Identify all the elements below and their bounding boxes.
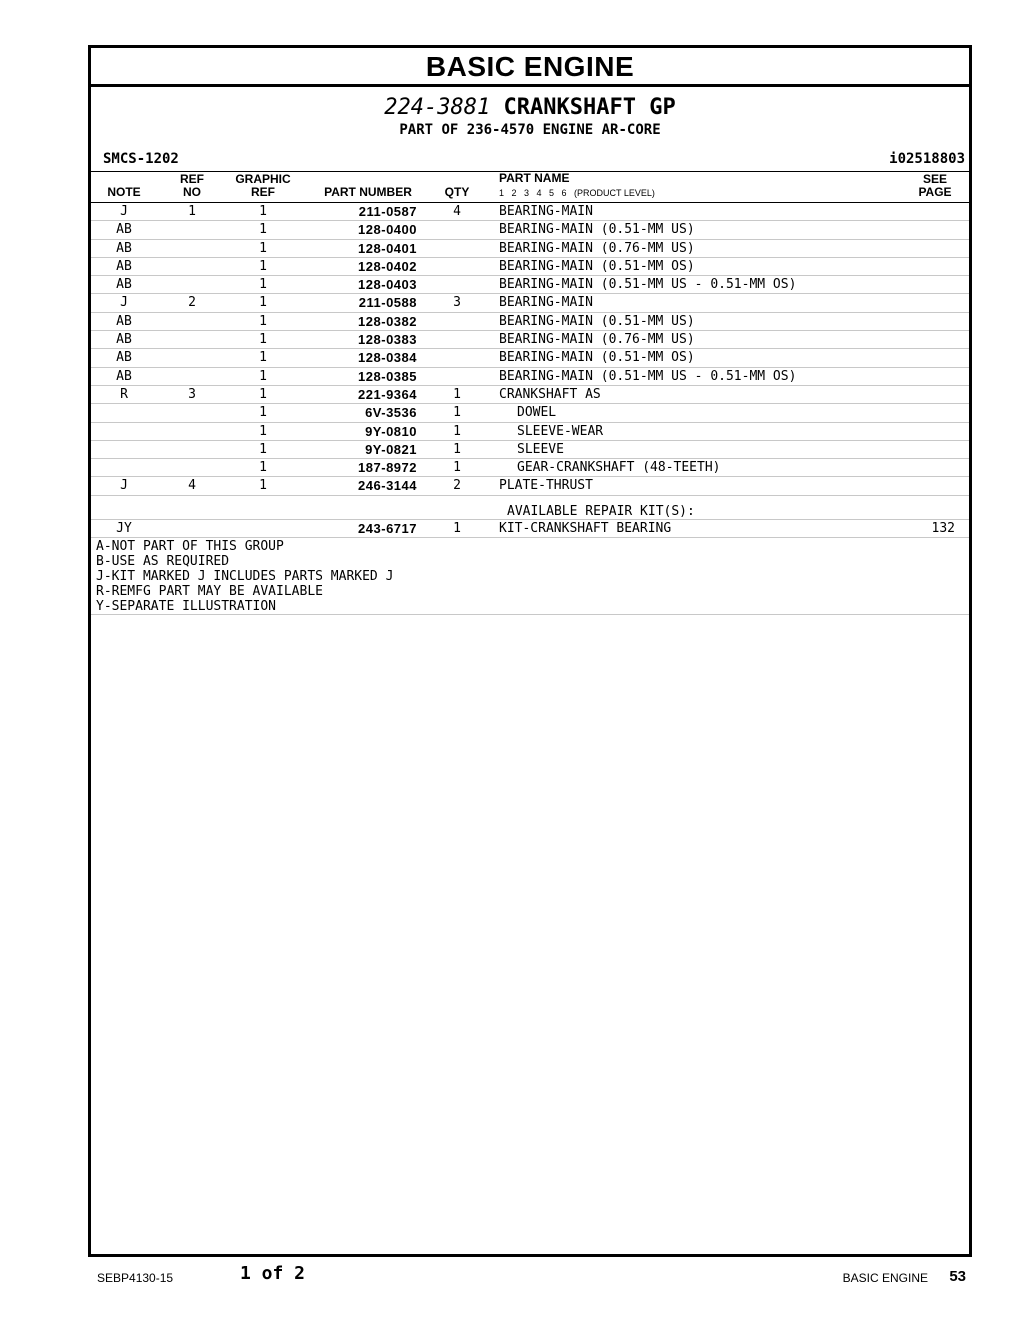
part-number-cell: 243-6717 <box>358 520 417 536</box>
group-name: CRANKSHAFT GP <box>503 95 676 120</box>
note-cell: AB <box>116 350 132 366</box>
graphic-ref-cell: 1 <box>259 258 267 274</box>
table-row <box>91 368 969 386</box>
graphic-ref-cell: 1 <box>259 350 267 366</box>
graphic-ref-cell: 1 <box>259 313 267 329</box>
graphic-ref-cell: 1 <box>259 368 267 384</box>
note-cell: AB <box>116 222 132 238</box>
header-part-name: PART NAME <box>499 171 570 185</box>
table-row <box>91 276 969 294</box>
part-number-cell: 128-0382 <box>358 313 417 329</box>
footer-section: BASIC ENGINE <box>842 1271 928 1285</box>
ref-no-cell: 3 <box>188 386 196 402</box>
graphic-ref-cell: 1 <box>259 478 267 494</box>
table-row <box>91 349 969 367</box>
qty-cell: 1 <box>453 441 461 457</box>
ref-no-cell: 1 <box>188 204 196 219</box>
kit-heading: AVAILABLE REPAIR KIT(S): <box>507 503 695 519</box>
table-row <box>91 441 969 459</box>
table-row <box>91 221 969 239</box>
header-graphic-top: GRAPHIC <box>235 172 291 186</box>
part-name-cell: BEARING-MAIN (0.51-MM US - 0.51-MM OS) <box>499 277 797 293</box>
parts-page-frame <box>88 45 972 1257</box>
section-banner: BASIC ENGINE <box>91 48 969 87</box>
ref-no-cell: 2 <box>188 295 196 311</box>
table-row <box>91 240 969 258</box>
part-name-cell: BEARING-MAIN (0.51-MM US) <box>499 222 695 238</box>
qty-cell: 4 <box>453 204 461 219</box>
graphic-ref-cell: 1 <box>259 441 267 457</box>
graphic-ref-cell: 1 <box>259 423 267 439</box>
note-line: Y-SEPARATE ILLUSTRATION <box>96 599 277 615</box>
kit-heading-row <box>91 496 969 520</box>
footer-doc-number: SEBP4130-15 <box>97 1271 174 1285</box>
part-name-cell: BEARING-MAIN <box>499 204 593 219</box>
part-number-cell: 128-0384 <box>358 350 417 366</box>
part-number-cell: 211-0588 <box>358 295 417 311</box>
note-line: B-USE AS REQUIRED <box>96 554 230 570</box>
part-name-cell: SLEEVE-WEAR <box>517 423 604 439</box>
notes-legend <box>91 538 969 615</box>
part-number-cell: 128-0401 <box>358 240 417 256</box>
part-name-cell: PLATE-THRUST <box>499 478 593 494</box>
header-ref-top: REF <box>180 172 204 186</box>
note-cell: AB <box>116 368 132 384</box>
table-row <box>91 477 969 495</box>
table-row <box>91 404 969 422</box>
table-row <box>91 520 969 538</box>
note-line: A-NOT PART OF THIS GROUP <box>96 539 284 555</box>
header-see-bottom: PAGE <box>918 185 952 199</box>
part-number-cell: 211-0587 <box>358 204 417 219</box>
part-number-cell: 246-3144 <box>358 478 417 494</box>
note-cell: J <box>120 478 128 494</box>
table-row <box>91 258 969 276</box>
note-cell: J <box>120 204 128 219</box>
qty-cell: 3 <box>453 295 461 311</box>
graphic-ref-cell: 1 <box>259 332 267 348</box>
header-ref-bottom: NO <box>183 185 201 199</box>
note-cell: AB <box>116 258 132 274</box>
table-row <box>91 294 969 312</box>
qty-cell: 1 <box>453 423 461 439</box>
kit-table-body <box>91 520 969 538</box>
part-number-cell: 128-0402 <box>358 258 417 274</box>
note-cell: JY <box>116 520 132 536</box>
header-product-levels: 1 2 3 4 5 6 (PRODUCT LEVEL) <box>499 188 655 198</box>
header-see-top: SEE <box>922 172 947 186</box>
part-name-cell: BEARING-MAIN (0.51-MM OS) <box>499 350 695 366</box>
illustration-id: i02518803 <box>889 151 965 167</box>
note-cell: AB <box>116 332 132 348</box>
parts-table-body <box>91 202 969 496</box>
part-number-cell: 221-9364 <box>358 386 417 402</box>
part-number-cell: 128-0400 <box>358 222 417 238</box>
header-note: NOTE <box>107 185 141 199</box>
table-row <box>91 203 969 221</box>
table-row <box>91 313 969 331</box>
footer-page-of: 1 of 2 <box>240 1263 306 1284</box>
note-cell: AB <box>116 277 132 293</box>
smcs-row <box>91 149 969 171</box>
part-number-cell: 9Y-0821 <box>365 441 417 457</box>
graphic-ref-cell: 1 <box>259 222 267 238</box>
note-line: R-REMFG PART MAY BE AVAILABLE <box>96 584 323 600</box>
part-number-cell: 9Y-0810 <box>365 423 417 439</box>
table-header <box>91 171 969 202</box>
part-number-cell: 187-8972 <box>358 460 417 476</box>
part-name-cell: DOWEL <box>517 405 557 421</box>
note-cell: AB <box>116 240 132 256</box>
graphic-ref-cell: 1 <box>259 386 267 402</box>
part-number-cell: 6V-3536 <box>365 405 417 421</box>
table-row <box>91 386 969 404</box>
part-name-cell: SLEEVE <box>517 441 564 457</box>
part-name-cell: BEARING-MAIN (0.76-MM US) <box>499 240 695 256</box>
page-footer <box>0 1262 1020 1292</box>
graphic-ref-cell: 1 <box>259 204 267 219</box>
part-name-cell: BEARING-MAIN <box>499 295 593 311</box>
graphic-ref-cell: 1 <box>259 240 267 256</box>
part-name-cell: GEAR-CRANKSHAFT (48-TEETH) <box>517 460 721 476</box>
group-title <box>91 95 969 121</box>
table-row <box>91 331 969 349</box>
footer-page-number: 53 <box>949 1268 966 1285</box>
part-name-cell: CRANKSHAFT AS <box>499 386 601 402</box>
note-cell: R <box>120 386 128 402</box>
note-cell: AB <box>116 313 132 329</box>
graphic-ref-cell: 1 <box>259 460 267 476</box>
group-number: 224-3881 <box>384 95 491 120</box>
part-name-cell: KIT-CRANKSHAFT BEARING <box>499 520 672 536</box>
qty-cell: 1 <box>453 405 461 421</box>
graphic-ref-cell: 1 <box>259 295 267 311</box>
header-graphic-bottom: REF <box>251 185 275 199</box>
part-number-cell: 128-0385 <box>358 368 417 384</box>
qty-cell: 2 <box>453 478 461 494</box>
qty-cell: 1 <box>453 460 461 476</box>
table-row <box>91 459 969 477</box>
part-name-cell: BEARING-MAIN (0.51-MM US - 0.51-MM OS) <box>499 368 797 384</box>
graphic-ref-cell: 1 <box>259 405 267 421</box>
ref-no-cell: 4 <box>188 478 196 494</box>
qty-cell: 1 <box>453 520 461 536</box>
graphic-ref-cell: 1 <box>259 277 267 293</box>
part-name-cell: BEARING-MAIN (0.51-MM US) <box>499 313 695 329</box>
part-number-cell: 128-0383 <box>358 332 417 348</box>
header-qty: QTY <box>444 185 470 199</box>
note-line: J-KIT MARKED J INCLUDES PARTS MARKED J <box>96 569 394 585</box>
smcs-code: SMCS-1202 <box>103 151 179 167</box>
part-number-cell: 128-0403 <box>358 277 417 293</box>
part-name-cell: BEARING-MAIN (0.76-MM US) <box>499 332 695 348</box>
table-row <box>91 423 969 441</box>
note-cell: J <box>120 295 128 311</box>
header-part-number: PART NUMBER <box>324 185 412 199</box>
see-page-cell: 132 <box>931 520 955 536</box>
group-part-of: PART OF 236-4570 ENGINE AR-CORE <box>399 122 661 138</box>
part-name-cell: BEARING-MAIN (0.51-MM OS) <box>499 258 695 274</box>
qty-cell: 1 <box>453 386 461 402</box>
